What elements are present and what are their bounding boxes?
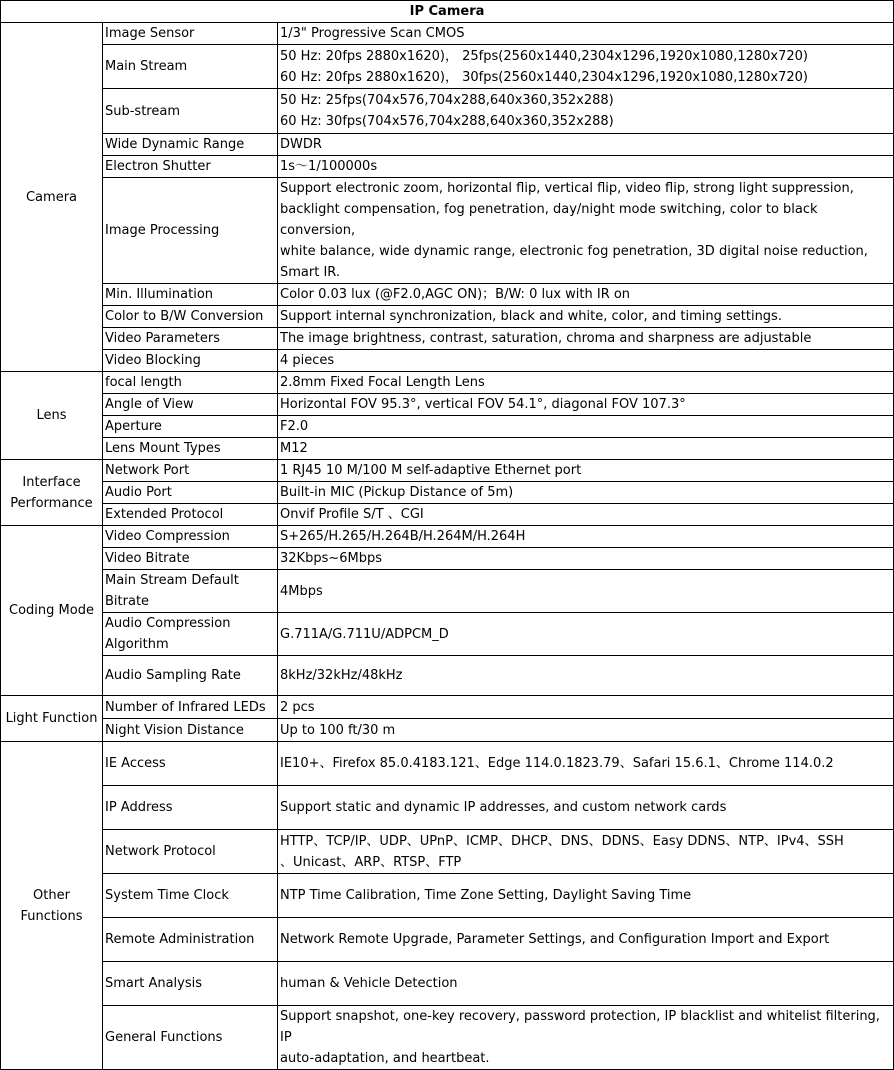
- row-value: Built-in MIC (Pickup Distance of 5m): [278, 482, 894, 504]
- category-label: Functions: [20, 908, 83, 924]
- spec-row: [1, 394, 894, 416]
- spec-row: [1, 328, 894, 350]
- row-value: 32Kbps~6Mbps: [278, 548, 894, 570]
- row-label: Color to B/W Conversion: [103, 306, 278, 328]
- row-label: General Functions: [103, 1006, 278, 1070]
- row-value: 8kHz/32kHz/48kHz: [278, 656, 894, 696]
- row-label: Audio Sampling Rate: [103, 656, 278, 696]
- spec-row: [1, 962, 894, 1006]
- row-label: Smart Analysis: [103, 962, 278, 1006]
- row-value: 2 pcs: [278, 696, 894, 719]
- spec-row: [1, 656, 894, 696]
- row-value: The image brightness, contrast, saturation, chroma and sharpness are adjustable: [278, 328, 894, 350]
- spec-row: [1, 460, 894, 482]
- spec-row: [1, 719, 894, 742]
- row-label: Wide Dynamic Range: [103, 134, 278, 156]
- spec-row: [1, 570, 894, 613]
- category-label: Interface: [22, 474, 81, 490]
- row-value: Support internal synchronization, black and white, color, and timing settings.: [278, 306, 894, 328]
- spec-row: [1, 306, 894, 328]
- spec-row: [1, 482, 894, 504]
- category-light-function: [1, 696, 103, 742]
- row-value: 1/3" Progressive Scan CMOS: [278, 23, 894, 45]
- category-label: Lens: [36, 408, 67, 423]
- row-label: IP Address: [103, 786, 278, 830]
- row-value: M12: [278, 438, 894, 460]
- spec-row: [1, 696, 894, 719]
- category-other-functions: [1, 742, 103, 1070]
- category-label: Coding Mode: [9, 603, 94, 618]
- category-label: Other: [33, 887, 70, 903]
- row-value: S+265/H.265/H.264B/H.264M/H.264H: [278, 526, 894, 548]
- row-label: Night Vision Distance: [103, 719, 278, 742]
- spec-row: [1, 526, 894, 548]
- row-value: 4 pieces: [278, 350, 894, 372]
- row-label: Video Blocking: [103, 350, 278, 372]
- row-value: Support static and dynamic IP addresses, and custom network cards: [278, 786, 894, 830]
- row-label: IE Access: [103, 742, 278, 786]
- spec-row: [1, 742, 894, 786]
- row-value: NTP Time Calibration, Time Zone Setting, Daylight Saving Time: [278, 874, 894, 918]
- row-label: Video Parameters: [103, 328, 278, 350]
- category-coding-mode: [1, 526, 103, 696]
- row-label: focal length: [103, 372, 278, 394]
- row-label: Angle of View: [103, 394, 278, 416]
- spec-row: [1, 918, 894, 962]
- category-label: Camera: [25, 189, 78, 205]
- row-value: 4Mbps: [278, 570, 894, 613]
- row-label: Electron Shutter: [103, 156, 278, 178]
- row-label: Min. Illumination: [103, 284, 278, 306]
- row-label: Video Compression: [103, 526, 278, 548]
- row-value: Network Remote Upgrade, Parameter Settings, and Configuration Import and Export: [278, 918, 894, 962]
- spec-row: [1, 23, 894, 45]
- row-value: F2.0: [278, 416, 894, 438]
- row-label: Extended Protocol: [103, 504, 278, 526]
- spec-row: [1, 350, 894, 372]
- spec-row: [1, 504, 894, 526]
- row-value: HTTP、TCP/IP、UDP、UPnP、ICMP、DHCP、DNS、DDNS、Easy DDNS、NTP、IPv4、SSH 、Unicast、ARP、RTSP、FTP: [278, 830, 894, 874]
- row-value: Horizontal FOV 95.3°, vertical FOV 54.1°, diagonal FOV 107.3°: [278, 394, 894, 416]
- row-value: DWDR: [278, 134, 894, 156]
- row-value: Color 0.03 lux (@F2.0,AGC ON)；B/W: 0 lux with IR on: [278, 284, 894, 306]
- row-value: human & Vehicle Detection: [278, 962, 894, 1006]
- spec-row: [1, 1006, 894, 1070]
- spec-row: [1, 178, 894, 284]
- spec-row: [1, 89, 894, 134]
- row-label: Aperture: [103, 416, 278, 438]
- row-value: IE10+、Firefox 85.0.4183.121、Edge 114.0.1823.79、Safari 15.6.1、Chrome 114.0.2: [278, 742, 894, 786]
- row-label: Video Bitrate: [103, 548, 278, 570]
- row-label: Audio Compression Algorithm: [103, 613, 278, 656]
- row-label: Network Port: [103, 460, 278, 482]
- category-lens: [1, 372, 103, 460]
- row-value: 1s～1/100000s: [278, 156, 894, 178]
- row-label: System Time Clock: [103, 874, 278, 918]
- row-value: Up to 100 ft/30 m: [278, 719, 894, 742]
- row-label: Main Stream Default Bitrate: [103, 570, 278, 613]
- category-interface-performance: [1, 460, 103, 526]
- row-label: Sub-stream: [103, 89, 278, 134]
- spec-row: [1, 830, 894, 874]
- title-row: [1, 1, 894, 23]
- spec-row: [1, 284, 894, 306]
- spec-row: [1, 548, 894, 570]
- row-value: G.711A/G.711U/ADPCM_D: [278, 613, 894, 656]
- row-label: Image Sensor: [103, 23, 278, 45]
- row-value: 2.8mm Fixed Focal Length Lens: [278, 372, 894, 394]
- category-label: Performance: [10, 495, 93, 511]
- spec-row: [1, 134, 894, 156]
- spec-row: [1, 874, 894, 918]
- spec-row: [1, 613, 894, 656]
- row-value: Onvif Profile S/T 、CGI: [278, 504, 894, 526]
- spec-row: [1, 156, 894, 178]
- row-label: Number of Infrared LEDs: [103, 696, 278, 719]
- spec-row: [1, 416, 894, 438]
- row-label: Main Stream: [103, 45, 278, 89]
- row-value: 50 Hz: 20fps 2880x1620)， 25fps(2560x1440,2304x1296,1920x1080,1280x720) 60 Hz: 20fps 2880x1620)， 30fps(2560x1440,2304x1296,1920x1080,1280x720): [278, 45, 894, 89]
- row-value: 50 Hz: 25fps(704x576,704x288,640x360,352x288) 60 Hz: 30fps(704x576,704x288,640x360,352x288): [278, 89, 894, 134]
- row-label: Lens Mount Types: [103, 438, 278, 460]
- row-label: Audio Port: [103, 482, 278, 504]
- spec-row: [1, 786, 894, 830]
- spec-row: [1, 45, 894, 89]
- spec-row: [1, 372, 894, 394]
- row-label: Image Processing: [103, 178, 278, 284]
- table-title: IP Camera: [1, 1, 894, 23]
- row-value: Support snapshot, one-key recovery, password protection, IP blacklist and whitelist filtering, IP auto-adaptation, and heartbeat.: [278, 1006, 894, 1070]
- row-label: Remote Administration: [103, 918, 278, 962]
- row-label: Network Protocol: [103, 830, 278, 874]
- row-value: 1 RJ45 10 M/100 M self-adaptive Ethernet port: [278, 460, 894, 482]
- row-value: Support electronic zoom, horizontal flip, vertical flip, video flip, strong light suppression, backlight compensation, fog penetration, day/night mode switching, color to black conversion, white balance, wide dynamic range, electronic fog penetration, 3D digital noise reduction, Smart IR.: [278, 178, 894, 284]
- spec-row: [1, 438, 894, 460]
- category-label: Light Function: [5, 711, 98, 726]
- category-camera: [1, 23, 103, 372]
